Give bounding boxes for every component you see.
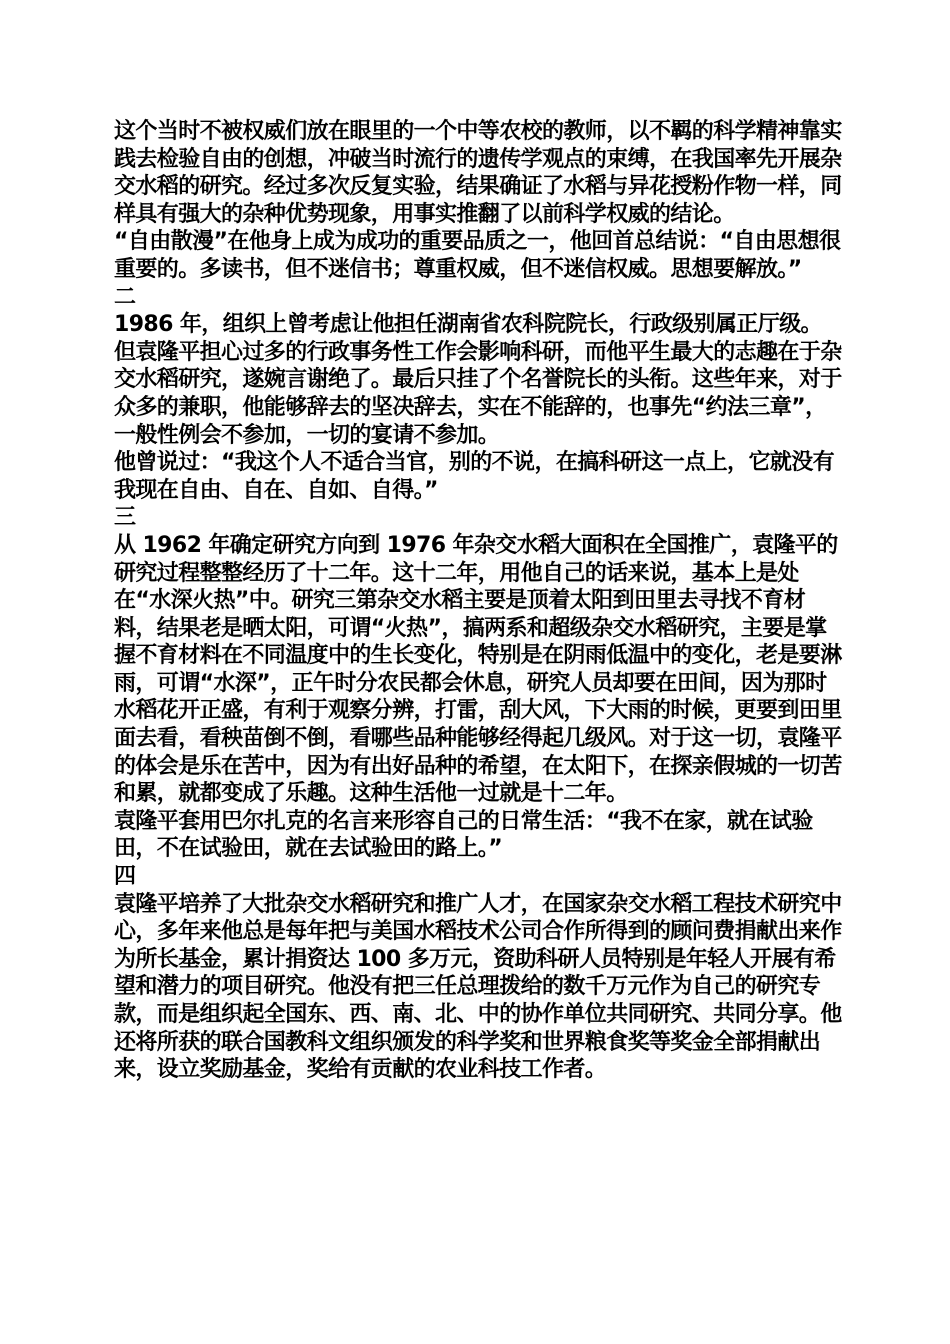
section-heading-2: 二 bbox=[114, 284, 136, 310]
paragraph-1: 这个当时不被权威们放在眼里的一个中等农校的教师，以不羁的科学精神靠实践去检验自由的创想，冲破当时流行的遗传学观点的束缚，在我国率先开展杂交水稻的研究。经过多次反复实验，结果确证了水稻与异花授粉作物一样，同样具有强大的杂种优势现象，用事实推翻了以前科学权威的结论。 bbox=[114, 119, 842, 227]
section-heading-3: 三 bbox=[114, 505, 136, 531]
paragraph-5: 从 1962 年确定研究方向到 1976 年杂交水稻大面积在全国推广，袁隆平的研究过程整整经历了十二年。这十二年，用他自己的话来说，基本上是处在“水深火热”中。研究三第杂交水稻主要是顶着太阳到田里去寻找不育材料，结果老是晒太阳，可谓“火热”，搞两系和超级杂交水稻研究，主要是掌握不育材料在不同温度中的生长变化，特别是在阴雨低温中的变化，老是要淋雨，可谓“水深”，正午时分农民都会休息，研究人员却要在田间，因为那时水稻花开正盛，有利于观察分辨，打雷，刮大风，下大雨的时候，更要到田里面去看，看秧苗倒不倒，看哪些品种能够经得起几级风。对于这一切，袁隆平的体会是乐在苦中，因为有出好品种的希望，在太阳下，在探亲假城的一切苦和累，就都变成了乐趣。这种生活他一过就是十二年。 bbox=[114, 532, 842, 807]
paragraph-4: 他曾说过：“我这个人不适合当官，别的不说，在搞科研这一点上，它就没有我现在自由、自在、自如、自得。” bbox=[114, 450, 835, 503]
paragraph-6: 袁隆平套用巴尔扎克的名言来形容自己的日常生活：“我不在家，就在试验田，不在试验田，就在去试验田的路上。” bbox=[114, 808, 813, 862]
paragraph-7: 袁隆平培养了大批杂交水稻研究和推广人才，在国家杂交水稻工程技术研究中心，多年来他总是每年把与美国水稻技术公司合作所得到的顾问费捐献出来作为所长基金，累计捐资达 100 多万元，资助科研人员特别是年轻人开展有希望和潜力的项目研究。他没有把三任总理拨给的数千万元作为自己的研究专款，而是组织起全国东、西、南、北、中的协作单位共同研究、共同分享。他还将所获的联合国教科文组织颁发的科学奖和世界粮食奖等奖金全部捐献出来，设立奖励基金，奖给有贡献的农业科技工作者。 bbox=[114, 891, 842, 1083]
section-heading-4: 四 bbox=[114, 864, 136, 890]
paragraph-2: “自由散漫”在他身上成为成功的重要品质之一，他回首总结说：“自由思想很重要的。多读书，但不迷信书；尊重权威，但不迷信权威。思想要解放。” bbox=[114, 229, 841, 282]
document-body bbox=[114, 118, 842, 1084]
paragraph-3: 1986 年，组织上曾考虑让他担任湖南省农科院院长，行政级别属正厅级。但袁隆平担心过多的行政事务性工作会影响科研，而他平生最大的志趣在于杂交水稻研究，遂婉言谢绝了。最后只挂了个名誉院长的头衔。这些年来，对于众多的兼职，他能够辞去的坚决辞去，实在不能辞的，也事先“约法三章”，一般性例会不参加，一切的宴请不参加。 bbox=[114, 312, 842, 448]
